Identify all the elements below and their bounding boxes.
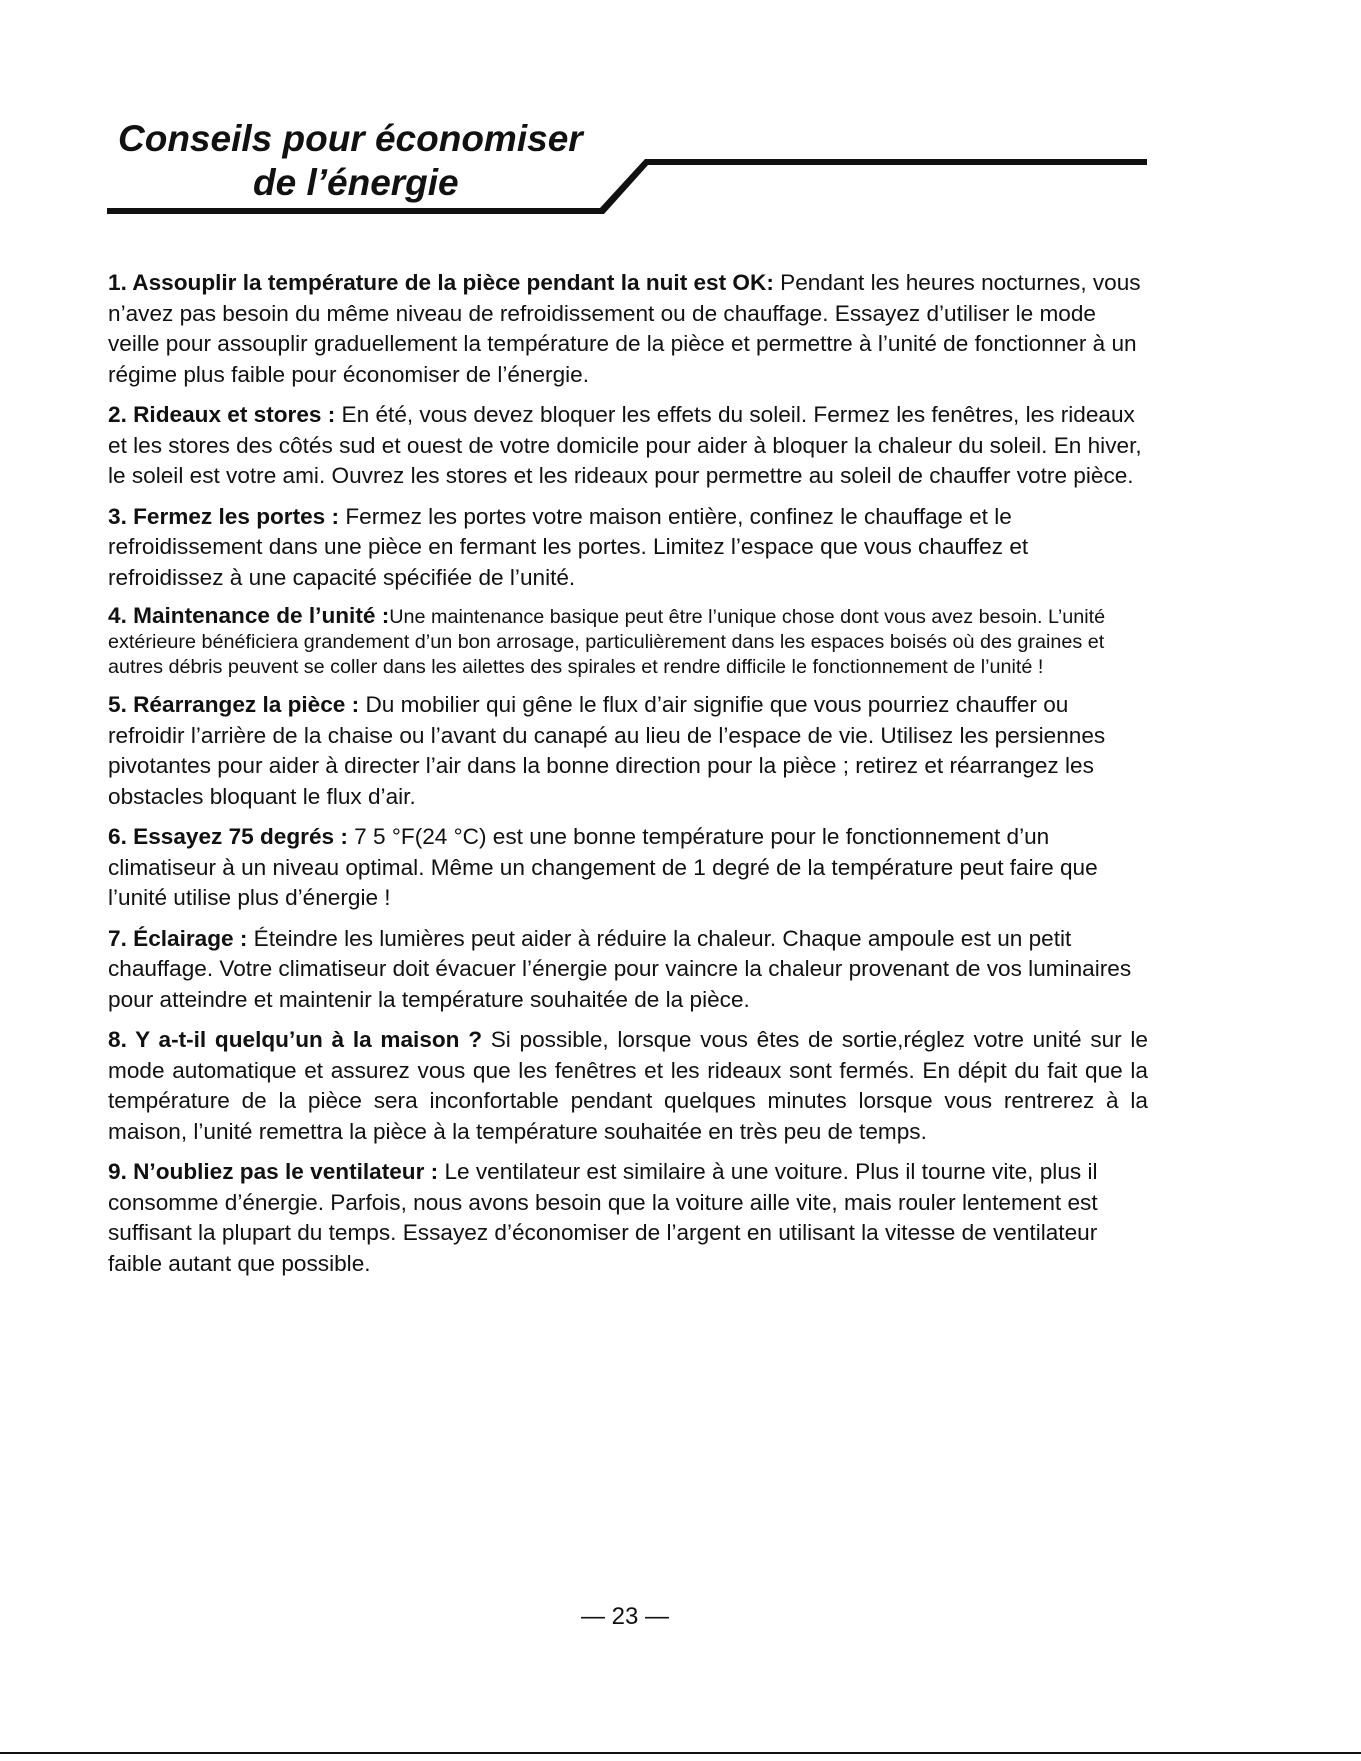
bottom-rule — [0, 1752, 1361, 1754]
tip-heading: 1. Assouplir la température de la pièce pendant la nuit est OK: — [108, 270, 774, 295]
tip-item-3 — [108, 502, 1148, 594]
tip-body: Du mobilier qui gêne le flux d’air signifie que vous pourriez chauffer ou refroidir l’arrière de la chaise ou l’avant du canapé au lieu de l’espace de vie. Utilisez les persiennes pivotantes pour aider à directer l’air dans la bonne direction pour la pièce ; retirez et réarrangez les obstacles bloquant le flux d’air. — [108, 692, 1106, 809]
tip-heading: 3. Fermez les portes : — [108, 503, 340, 529]
tip-heading: 5. Réarrangez la pièce : — [108, 692, 360, 717]
tip-heading: 8. Y a-t-il quelqu’un à la maison ? — [108, 1027, 482, 1052]
tip-body: Si possible, lorsque vous êtes de sortie,réglez votre unité sur le mode automatique et assurez vous que les fenêtres et les rideaux sont fermés. En dépit du fait que la température de la pièce sera inconfortable pendant quelques minutes lorsque vous rentrerez à la maison, l’unité remettra la pièce à la température souhaitée en très peu de temps. — [108, 1027, 1148, 1144]
tip-body: Éteindre les lumières peut aider à réduire la chaleur. Chaque ampoule est un petit chauffage. Votre climatiseur doit évacuer l’énergie pour vaincre la chaleur provenant de vos luminaires pour atteindre et maintenir la température souhaitée de la pièce. — [108, 925, 1132, 1012]
tip-heading: 9. N’oubliez pas le ventilateur : — [108, 1159, 439, 1184]
tip-item-1 — [108, 268, 1148, 390]
page-number: — 23 — — [580, 1603, 670, 1630]
tip-item-8 — [108, 1025, 1148, 1147]
tip-heading: 6. Essayez 75 degrés : — [108, 824, 348, 849]
tip-body: Pendant les heures nocturnes, vous n’avez pas besoin du même niveau de refroidissement ou de chauffage. Essayez d’utiliser le mode veille pour assouplir graduellement la température de la pièce et permettre à l’unité de fonctionner à un régime plus faible pour économiser de l’énergie. — [108, 270, 1141, 387]
tip-item-2 — [108, 400, 1148, 492]
tip-item-5 — [108, 690, 1148, 812]
tip-heading: 4. Maintenance de l’unité : — [108, 603, 390, 628]
tips-list — [108, 268, 1148, 1289]
page-title-line-2: de l’énergie — [253, 162, 459, 203]
page-title-line-1: Conseils pour économiser — [118, 118, 583, 159]
tip-item-4 — [108, 603, 1148, 680]
tip-item-7 — [108, 924, 1148, 1016]
tip-body: Le ventilateur est similaire à une voiture. Plus il tourne vite, plus il consomme d’énergie. Parfois, nous avons besoin que la voiture aille vite, mais rouler lentement est suffisant la plupart du temps. Essayez d’économiser de l’argent en utilisant la vitesse de ventilateur faible autant que possible. — [108, 1159, 1098, 1276]
title-underline — [107, 159, 1147, 219]
tip-body: 7 5 °F(24 °C) est une bonne température pour le fonctionnement d’un climatiseur à un niveau optimal. Même un changement de 1 degré de la température peut faire que l’unité utilise plus d’énergie ! — [108, 824, 1098, 910]
tip-heading: 7. Éclairage : — [108, 925, 248, 951]
tip-body: Fermez les portes votre maison entière, confinez le chauffage et le refroidissement dans une pièce en fermant les portes. Limitez l’espace que vous chauffez et refroidissez à une capacité spécifiée de l’unité. — [108, 503, 1029, 590]
tip-body: En été, vous devez bloquer les effets du soleil. Fermez les fenêtres, les rideaux et les stores des côtés sud et ouest de votre domicile pour aider à bloquer la chaleur du soleil. En hiver, le soleil est votre ami. Ouvrez les stores et les rideaux pour permettre au soleil de chauffer votre pièce. — [108, 402, 1142, 488]
tip-item-9 — [108, 1157, 1148, 1279]
tip-heading: 2. Rideaux et stores : — [108, 402, 336, 427]
tip-item-6 — [108, 822, 1148, 914]
tip-body: Une maintenance basique peut être l’unique chose dont vous avez besoin. L’unité extérieure bénéficiera grandement d’un bon arrosage, particulièrement dans les espaces boisés où des graines et autres débris peuvent se coller dans les ailettes des spirales et rendre difficile le fonctionnement de l’unité ! — [108, 606, 1106, 678]
